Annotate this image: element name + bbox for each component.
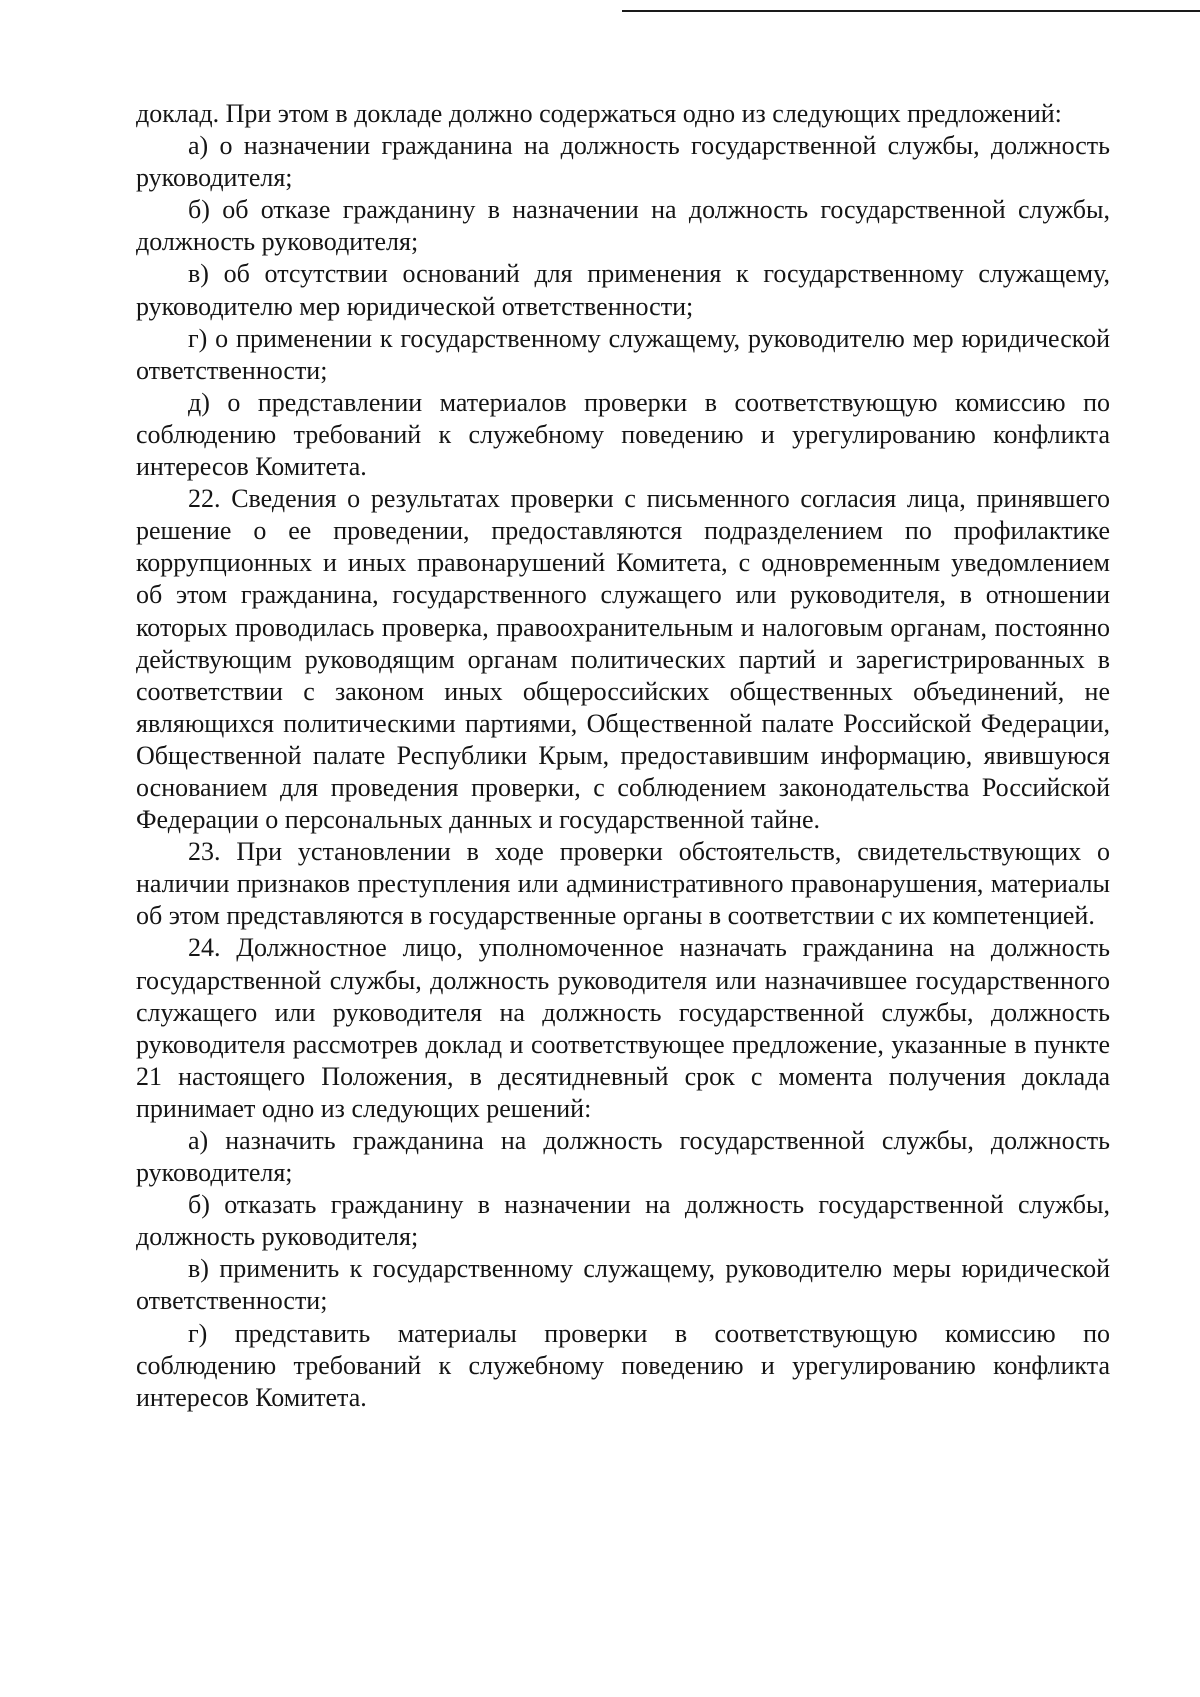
paragraph-24-a: а) назначить гражданина на должность государственной службы, должность руководителя; — [136, 1126, 1110, 1188]
paragraph-21-b: б) об отказе гражданину в назначении на должность государственной службы, должность руководителя; — [136, 195, 1110, 257]
top-rule-line — [622, 10, 1200, 12]
paragraph-22: 22. Сведения о результатах проверки с письменного согласия лица, принявшего решение о ее проведении, предоставляются подразделением по профилактике коррупционных и иных правонарушений Комитета, с одновременным уведомлением об этом гражданина, государственного служащего или руководителя, в отношении которых проводилась проверка, правоохранительным и налоговым органам, постоянно действующим руководящим органам политических партий и зарегистрированных в соответствии с законом иных общероссийских общественных объединений, не являющихся политическими партиями, Общественной палате Российской Федерации, Общественной палате Республики Крым, предоставившим информацию, явившуюся основанием для проведения проверки, с соблюдением законодательства Российской Федерации о персональных данных и государственной тайне. — [136, 484, 1110, 835]
paragraph-21-d: д) о представлении материалов проверки в соответствующую комиссию по соблюдению требований к служебному поведению и урегулированию конфликта интересов Комитета. — [136, 387, 1110, 482]
paragraph-21-a: а) о назначении гражданина на должность государственной службы, должность руководителя; — [136, 131, 1110, 193]
paragraph-24-b: б) отказать гражданину в назначении на должность государственной службы, должность руководителя; — [136, 1190, 1110, 1252]
paragraph-21-v: в) об отсутствии оснований для применения к государственному служащему, руководителю мер юридической ответственности; — [136, 259, 1110, 321]
document-body — [136, 98, 1110, 1414]
paragraph-24-g: г) представить материалы проверки в соответствующую комиссию по соблюдению требований к служебному поведению и урегулированию конфликта интересов Комитета. — [136, 1318, 1110, 1412]
paragraph-24: 24. Должностное лицо, уполномоченное назначать гражданина на должность государственной службы, должность руководителя или назначившее государственного служащего или руководителя на должность государственной службы, должность руководителя рассмотрев доклад и соответствующее предложение, указанные в пункте 21 настоящего Положения, в десятидневный срок с момента получения доклада принимает одно из следующих решений: — [136, 933, 1110, 1123]
paragraph-21-g: г) о применении к государственному служащему, руководителю мер юридической ответственности; — [136, 323, 1110, 385]
paragraph-continuation: доклад. При этом в докладе должно содержаться одно из следующих предложений: — [136, 99, 1062, 128]
paragraph-23: 23. При установлении в ходе проверки обстоятельств, свидетельствующих о наличии признаков преступления или административного правонарушения, материалы об этом представляются в государственные органы в соответствии с их компетенцией. — [136, 837, 1110, 931]
paragraph-24-v: в) применить к государственному служащему, руководителю меры юридической ответственности; — [136, 1254, 1110, 1316]
